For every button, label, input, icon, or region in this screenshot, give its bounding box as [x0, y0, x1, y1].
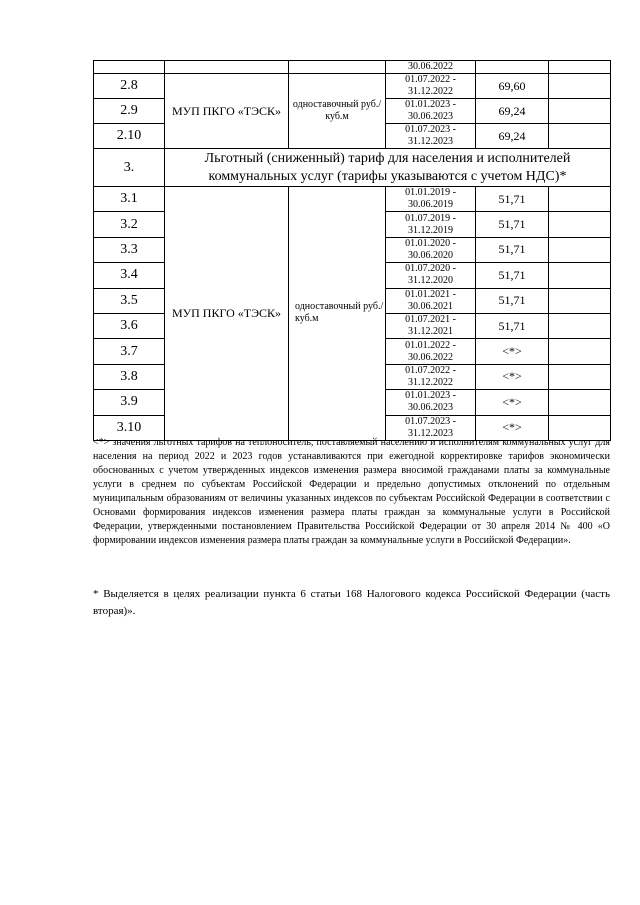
period-cell: 01.01.2023 - 30.06.2023 [386, 390, 476, 415]
organization-cell: МУП ПКГО «ТЭСК» [165, 74, 289, 149]
period-cell: 01.07.2023 - 31.12.2023 [386, 124, 476, 149]
period-cell: 01.07.2022 - 31.12.2022 [386, 364, 476, 389]
section-header-row [94, 149, 611, 187]
row-number: 3.2 [94, 212, 165, 237]
empty-cell [549, 339, 611, 364]
organization-cell: МУП ПКГО «ТЭСК» [165, 187, 289, 441]
tariff-value: 51,71 [476, 187, 549, 212]
row-number: 2.10 [94, 124, 165, 149]
tariff-value: 51,71 [476, 288, 549, 313]
row-number: 3.8 [94, 364, 165, 389]
empty-cell [549, 288, 611, 313]
table-row [94, 187, 611, 212]
period-cell: 01.07.2022 - 31.12.2022 [386, 74, 476, 99]
tariff-value: 51,71 [476, 212, 549, 237]
row-number: 3.4 [94, 263, 165, 288]
period-cell: 01.01.2021 - 30.06.2021 [386, 288, 476, 313]
table-row [94, 74, 611, 99]
row-number: 3.6 [94, 313, 165, 338]
period-cell: 01.07.2021 - 31.12.2021 [386, 313, 476, 338]
period-cell: 01.01.2022 - 30.06.2022 [386, 339, 476, 364]
tariff-value: 69,24 [476, 99, 549, 124]
empty-cell [549, 187, 611, 212]
tariff-value: 51,71 [476, 313, 549, 338]
tariff-value: <*> [476, 339, 549, 364]
footnote-star-bracket: <*> значения льготных тарифов на теплоноситель, поставляемый населению и исполнителям коммунальных услуг для населения на период 2022 и 2023 годов устанавливаются при ежегодной корректировке тарифов экономически обоснованных с учетом утвержденных индексов изменения размера вносимой гражданами платы за коммунальные услуги в среднем по субъектам Российской Федерации и предельно допустимых отклонений по отдельным муниципальным образованиям от величины указанных индексов по субъектам Российской Федерации в соответствии с Основами формирования индексов изменения размера платы граждан за коммунальные услуги в Российской Федерации, утвержденными постановлением Правительства Российской Федерации от 30 апреля 2014 № 400 «О формировании индексов изменения размера платы граждан за коммунальные услуги в Российской Федерации». [93, 437, 610, 546]
tariff-table [93, 60, 611, 441]
period-cell: 01.07.2020 - 31.12.2020 [386, 263, 476, 288]
row-number: 2.9 [94, 99, 165, 124]
section-title: Льготный (сниженный) тариф для населения и исполнителей коммунальных услуг (тарифы указываются с учетом НДС)* [165, 149, 611, 187]
tariff-value: 69,60 [476, 74, 549, 99]
row-number: 3.5 [94, 288, 165, 313]
period-cell: 30.06.2022 [386, 61, 476, 74]
period-cell: 01.07.2019 - 31.12.2019 [386, 212, 476, 237]
tariff-value: 51,71 [476, 263, 549, 288]
row-number: 3.1 [94, 187, 165, 212]
empty-cell [549, 237, 611, 262]
table-row [94, 61, 611, 74]
tariff-value: 69,24 [476, 124, 549, 149]
unit-cell: одноставочный руб./куб.м [289, 74, 386, 149]
period-cell: 01.07.2023 - 31.12.2023 [386, 415, 476, 440]
tariff-value: <*> [476, 415, 549, 440]
tariff-value: <*> [476, 390, 549, 415]
empty-cell [549, 212, 611, 237]
tariff-value: 51,71 [476, 237, 549, 262]
tariff-value: <*> [476, 364, 549, 389]
period-cell: 01.01.2023 - 30.06.2023 [386, 99, 476, 124]
period-cell: 01.01.2019 - 30.06.2019 [386, 187, 476, 212]
row-number: 2.8 [94, 74, 165, 99]
empty-cell [549, 313, 611, 338]
period-cell: 01.01.2020 - 30.06.2020 [386, 237, 476, 262]
section-number: 3. [94, 149, 165, 187]
empty-cell [549, 390, 611, 415]
row-number: 3.7 [94, 339, 165, 364]
empty-cell [549, 263, 611, 288]
row-number: 3.3 [94, 237, 165, 262]
row-number: 3.10 [94, 415, 165, 440]
footnote-star: * Выделяется в целях реализации пункта 6 статьи 168 Налогового кодекса Российской Федерации (часть вторая)». [93, 588, 610, 617]
unit-cell: одноставочный руб./куб.м [289, 187, 386, 441]
empty-cell [549, 364, 611, 389]
row-number: 3.9 [94, 390, 165, 415]
